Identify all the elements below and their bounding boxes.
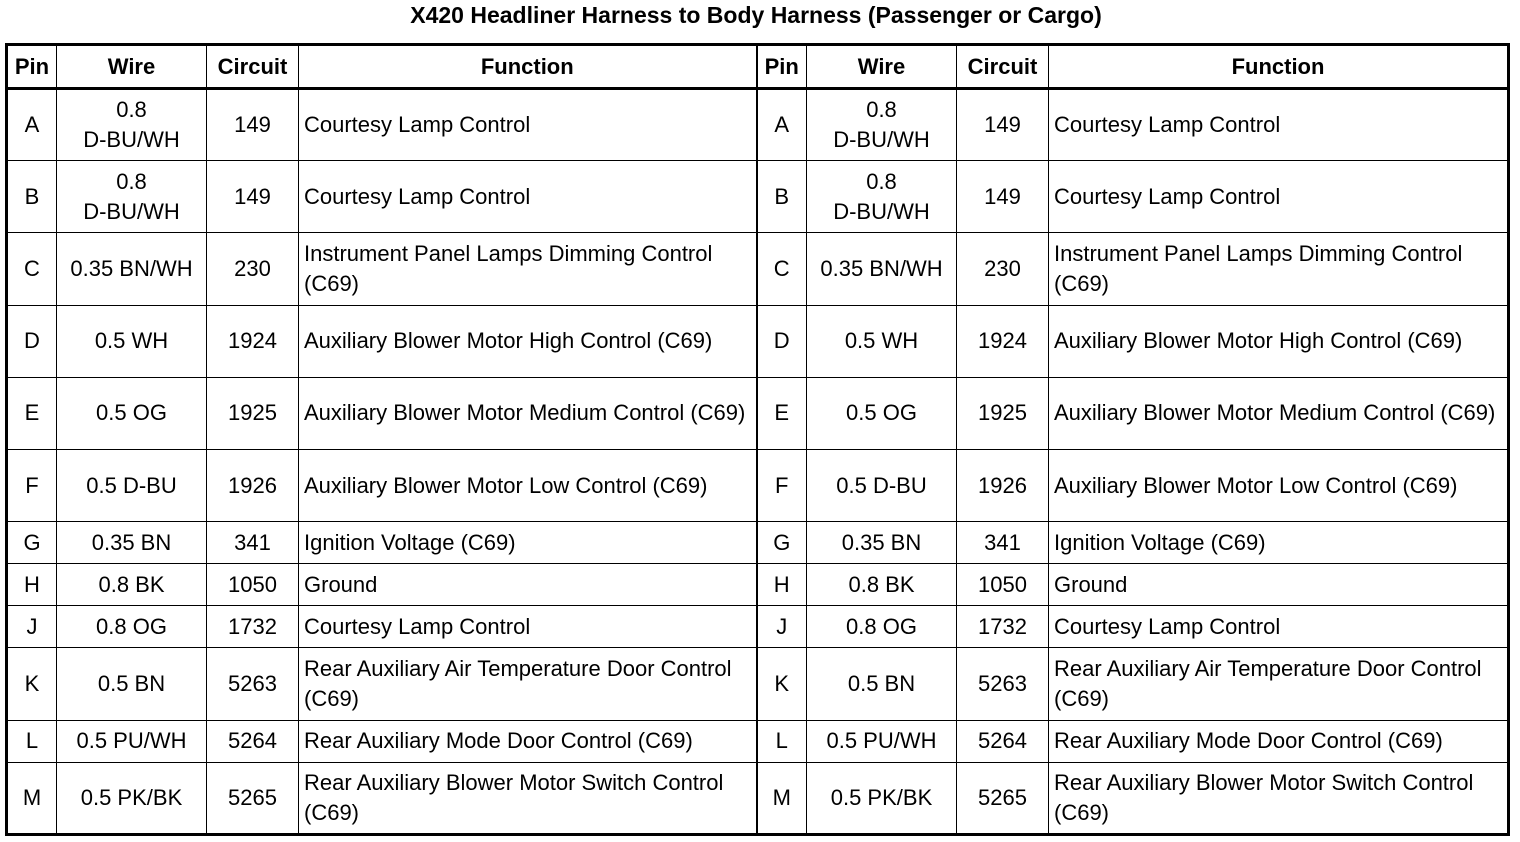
wire-cell bbox=[57, 161, 207, 233]
circuit-cell: 1732 bbox=[207, 606, 299, 648]
table-row bbox=[7, 233, 1509, 305]
circuit-cell: 5264 bbox=[207, 720, 299, 762]
column-header-function: Function bbox=[1049, 45, 1509, 89]
pin-cell: G bbox=[7, 522, 57, 564]
circuit-cell: 149 bbox=[957, 89, 1049, 161]
wire-line: 0.8 bbox=[866, 168, 897, 194]
pin-cell: E bbox=[757, 377, 807, 449]
circuit-cell: 1732 bbox=[957, 606, 1049, 648]
function-cell: Rear Auxiliary Blower Motor Switch Control (C69) bbox=[299, 762, 757, 834]
function-cell: Auxiliary Blower Motor Low Control (C69) bbox=[1049, 449, 1509, 521]
pin-cell: A bbox=[7, 89, 57, 161]
pin-cell: K bbox=[757, 648, 807, 720]
wire-line: 0.8 bbox=[116, 97, 147, 123]
function-cell: Ground bbox=[299, 564, 757, 606]
pin-cell: M bbox=[7, 762, 57, 834]
function-cell: Courtesy Lamp Control bbox=[1049, 89, 1509, 161]
column-header-function: Function bbox=[299, 45, 757, 89]
function-cell: Auxiliary Blower Motor High Control (C69) bbox=[1049, 305, 1509, 377]
pin-cell: L bbox=[7, 720, 57, 762]
pin-cell: E bbox=[7, 377, 57, 449]
wire-line: 0.5 WH bbox=[94, 328, 169, 354]
circuit-cell: 5263 bbox=[207, 648, 299, 720]
circuit-cell: 230 bbox=[207, 233, 299, 305]
circuit-cell: 149 bbox=[207, 161, 299, 233]
wire-cell bbox=[807, 233, 957, 305]
wire-cell bbox=[807, 648, 957, 720]
wire-line: 0.5 BN bbox=[97, 671, 166, 697]
function-cell: Ground bbox=[1049, 564, 1509, 606]
table-row bbox=[7, 720, 1509, 762]
pin-cell: B bbox=[7, 161, 57, 233]
function-cell: Auxiliary Blower Motor Low Control (C69) bbox=[299, 449, 757, 521]
wire-line: D-BU/WH bbox=[833, 198, 930, 224]
wire-line: 0.5 BN bbox=[847, 671, 916, 697]
wire-line: 0.5 PK/BK bbox=[830, 784, 933, 810]
wire-cell bbox=[57, 305, 207, 377]
wire-line: 0.8 bbox=[116, 168, 147, 194]
circuit-cell: 5263 bbox=[957, 648, 1049, 720]
wire-line: D-BU/WH bbox=[83, 198, 180, 224]
circuit-cell: 1050 bbox=[957, 564, 1049, 606]
wire-line: 0.5 D-BU bbox=[836, 472, 927, 498]
wire-cell bbox=[57, 233, 207, 305]
pin-cell: H bbox=[757, 564, 807, 606]
circuit-cell: 341 bbox=[207, 522, 299, 564]
function-cell: Auxiliary Blower Motor Medium Control (C69) bbox=[299, 377, 757, 449]
column-header-circuit: Circuit bbox=[207, 45, 299, 89]
function-cell: Courtesy Lamp Control bbox=[1049, 161, 1509, 233]
wire-line: 0.5 OG bbox=[96, 400, 167, 426]
circuit-cell: 230 bbox=[957, 233, 1049, 305]
table-row bbox=[7, 305, 1509, 377]
table-row bbox=[7, 522, 1509, 564]
pin-cell: D bbox=[7, 305, 57, 377]
pin-cell: M bbox=[757, 762, 807, 834]
function-cell: Rear Auxiliary Air Temperature Door Control (C69) bbox=[1049, 648, 1509, 720]
wire-line: 0.8 OG bbox=[846, 613, 917, 639]
wire-line: 0.35 BN bbox=[841, 529, 922, 555]
wire-line: 0.5 D-BU bbox=[86, 472, 177, 498]
column-header-wire: Wire bbox=[807, 45, 957, 89]
wire-line: 0.8 OG bbox=[96, 613, 167, 639]
function-cell: Rear Auxiliary Mode Door Control (C69) bbox=[299, 720, 757, 762]
pin-cell: B bbox=[757, 161, 807, 233]
pin-cell: H bbox=[7, 564, 57, 606]
pin-cell: K bbox=[7, 648, 57, 720]
wire-line: 0.5 PU/WH bbox=[826, 728, 937, 754]
function-cell: Courtesy Lamp Control bbox=[299, 89, 757, 161]
wire-cell bbox=[57, 564, 207, 606]
wire-line: 0.35 BN bbox=[91, 529, 172, 555]
table-row bbox=[7, 377, 1509, 449]
wire-cell bbox=[57, 720, 207, 762]
wire-line: 0.8 BK bbox=[848, 571, 915, 597]
wire-line: 0.35 BN/WH bbox=[70, 255, 193, 281]
pin-cell: J bbox=[7, 606, 57, 648]
pin-cell: F bbox=[757, 449, 807, 521]
wire-cell bbox=[57, 377, 207, 449]
column-header-pin: Pin bbox=[7, 45, 57, 89]
column-header-circuit: Circuit bbox=[957, 45, 1049, 89]
function-cell: Auxiliary Blower Motor High Control (C69) bbox=[299, 305, 757, 377]
pin-cell: D bbox=[757, 305, 807, 377]
wire-cell bbox=[807, 720, 957, 762]
circuit-cell: 5265 bbox=[957, 762, 1049, 834]
function-cell: Rear Auxiliary Mode Door Control (C69) bbox=[1049, 720, 1509, 762]
pin-cell: G bbox=[757, 522, 807, 564]
wire-line: 0.8 bbox=[866, 97, 897, 123]
header-row bbox=[7, 45, 1509, 89]
function-cell: Auxiliary Blower Motor Medium Control (C69) bbox=[1049, 377, 1509, 449]
circuit-cell: 5264 bbox=[957, 720, 1049, 762]
wire-cell bbox=[807, 377, 957, 449]
column-header-wire: Wire bbox=[57, 45, 207, 89]
circuit-cell: 1050 bbox=[207, 564, 299, 606]
connector-pinout-table bbox=[5, 43, 1510, 836]
column-header-pin: Pin bbox=[757, 45, 807, 89]
function-cell: Courtesy Lamp Control bbox=[1049, 606, 1509, 648]
pin-cell: F bbox=[7, 449, 57, 521]
function-cell: Instrument Panel Lamps Dimming Control (C69) bbox=[299, 233, 757, 305]
function-cell: Instrument Panel Lamps Dimming Control (C69) bbox=[1049, 233, 1509, 305]
circuit-cell: 1926 bbox=[957, 449, 1049, 521]
circuit-cell: 5265 bbox=[207, 762, 299, 834]
table-row bbox=[7, 449, 1509, 521]
wire-line: D-BU/WH bbox=[83, 127, 180, 153]
pin-cell: A bbox=[757, 89, 807, 161]
wire-line: D-BU/WH bbox=[833, 127, 930, 153]
circuit-cell: 1925 bbox=[957, 377, 1049, 449]
wire-cell bbox=[807, 762, 957, 834]
wire-line: 0.5 PU/WH bbox=[76, 728, 187, 754]
pin-cell: C bbox=[757, 233, 807, 305]
wire-line: 0.8 BK bbox=[98, 571, 165, 597]
wire-cell bbox=[807, 606, 957, 648]
wire-cell bbox=[57, 449, 207, 521]
wire-line: 0.35 BN/WH bbox=[820, 255, 943, 281]
table-row bbox=[7, 161, 1509, 233]
function-cell: Courtesy Lamp Control bbox=[299, 606, 757, 648]
pin-cell: J bbox=[757, 606, 807, 648]
wire-line: 0.5 WH bbox=[844, 328, 919, 354]
function-cell: Ignition Voltage (C69) bbox=[299, 522, 757, 564]
circuit-cell: 341 bbox=[957, 522, 1049, 564]
wire-cell bbox=[57, 89, 207, 161]
circuit-cell: 1926 bbox=[207, 449, 299, 521]
circuit-cell: 1924 bbox=[957, 305, 1049, 377]
function-cell: Rear Auxiliary Blower Motor Switch Control (C69) bbox=[1049, 762, 1509, 834]
pin-cell: C bbox=[7, 233, 57, 305]
wire-line: 0.5 OG bbox=[846, 400, 917, 426]
table-row bbox=[7, 89, 1509, 161]
wire-cell bbox=[57, 606, 207, 648]
wire-cell bbox=[807, 522, 957, 564]
function-cell: Courtesy Lamp Control bbox=[299, 161, 757, 233]
table-row bbox=[7, 606, 1509, 648]
wire-cell bbox=[807, 161, 957, 233]
circuit-cell: 149 bbox=[957, 161, 1049, 233]
wire-cell bbox=[57, 762, 207, 834]
circuit-cell: 1924 bbox=[207, 305, 299, 377]
function-cell: Rear Auxiliary Air Temperature Door Control (C69) bbox=[299, 648, 757, 720]
wire-cell bbox=[807, 305, 957, 377]
wire-cell bbox=[57, 522, 207, 564]
circuit-cell: 149 bbox=[207, 89, 299, 161]
wire-cell bbox=[807, 89, 957, 161]
page-title: X420 Headliner Harness to Body Harness (Passenger or Cargo) bbox=[410, 2, 1102, 28]
wire-cell bbox=[57, 648, 207, 720]
table-row bbox=[7, 762, 1509, 834]
table-row bbox=[7, 648, 1509, 720]
pin-cell: L bbox=[757, 720, 807, 762]
wire-cell bbox=[807, 564, 957, 606]
function-cell: Ignition Voltage (C69) bbox=[1049, 522, 1509, 564]
table-row bbox=[7, 564, 1509, 606]
wire-line: 0.5 PK/BK bbox=[80, 784, 183, 810]
wire-cell bbox=[807, 449, 957, 521]
circuit-cell: 1925 bbox=[207, 377, 299, 449]
